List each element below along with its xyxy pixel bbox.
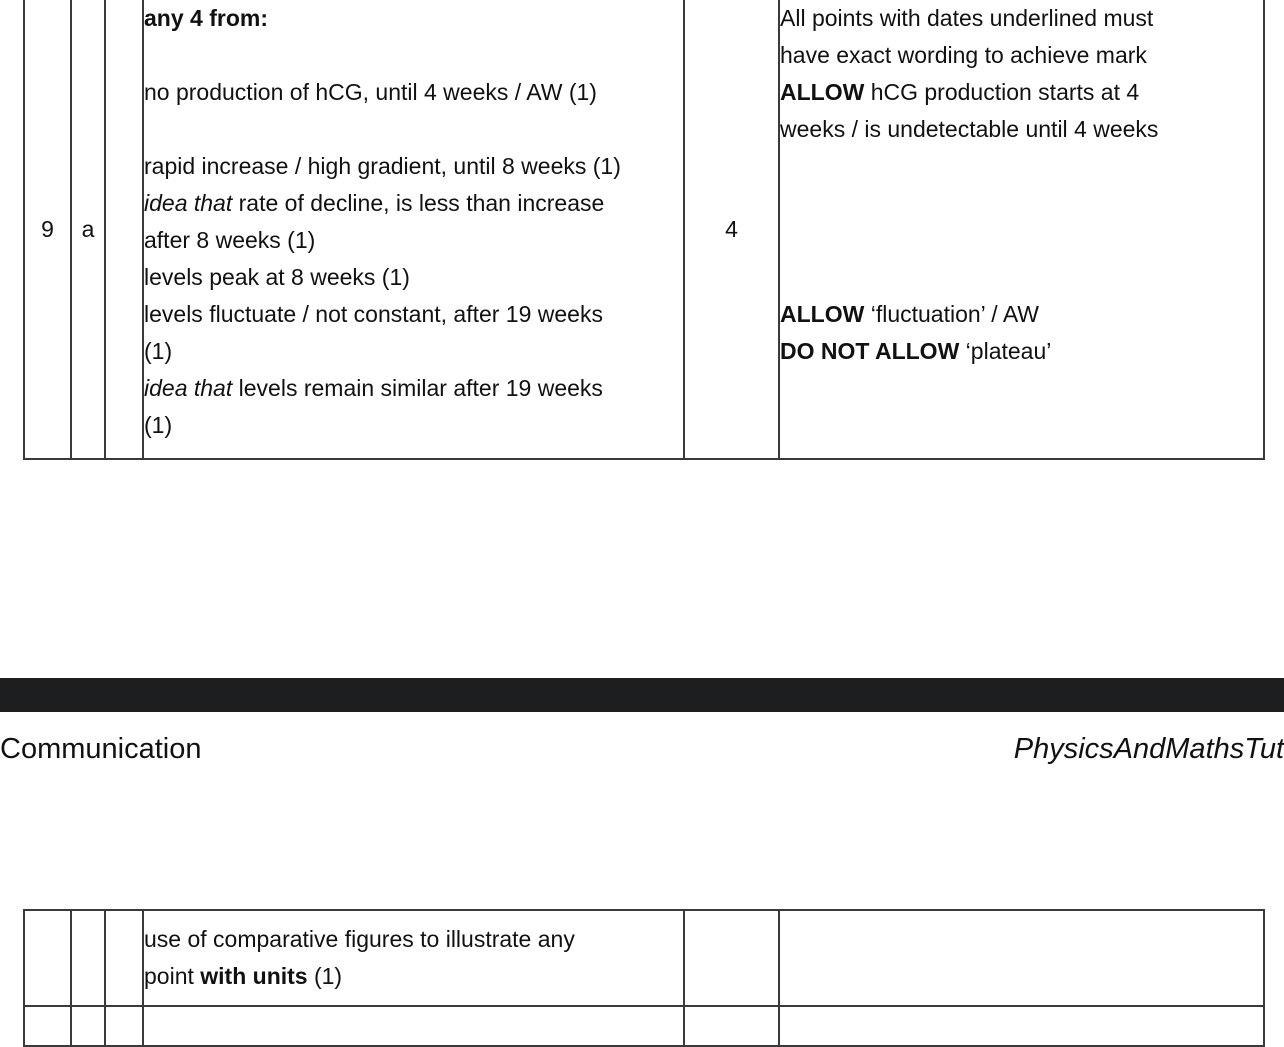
question-number <box>24 910 71 1006</box>
answer-point: use of comparative figures to illustrate any <box>144 926 575 952</box>
answer-point-continuation <box>144 958 683 995</box>
guidance-line: weeks / is undetectable until 4 weeks <box>780 116 1159 142</box>
question-subpart <box>105 1006 143 1046</box>
disallow-text: ‘plateau’ <box>959 338 1052 364</box>
guidance-disallow <box>780 333 1263 370</box>
marks-cell: 4 <box>684 0 779 459</box>
allow-text: ‘fluctuation’ / AW <box>864 301 1040 327</box>
allow-keyword: ALLOW <box>780 301 865 327</box>
answer-text: point <box>144 963 201 989</box>
disallow-keyword: DO NOT ALLOW <box>780 338 960 364</box>
footer-watermark: PhysicsAndMathsTut <box>1013 733 1284 765</box>
answer-point-text: levels remain similar after 19 weeks <box>232 375 603 401</box>
guidance-line: have exact wording to achieve mark <box>780 42 1147 68</box>
answer-cell <box>143 910 684 1006</box>
answer-point-continuation: after 8 weeks (1) <box>144 227 316 253</box>
idea-that-italic: idea that <box>144 190 233 216</box>
table-row <box>24 0 1264 459</box>
question-subpart <box>105 0 143 459</box>
answer-point-continuation: (1) <box>144 412 173 438</box>
answer-point: levels fluctuate / not constant, after 19 weeks <box>144 301 603 327</box>
guidance-allow <box>780 296 1263 333</box>
table-row <box>24 910 1264 1006</box>
page-divider-bar <box>0 678 1284 712</box>
answer-point-text: rate of decline, is less than increase <box>232 190 605 216</box>
question-number <box>24 1006 71 1046</box>
mark-scheme-table <box>23 0 1265 460</box>
question-subpart <box>105 910 143 1006</box>
table-row <box>24 1006 1264 1046</box>
answer-point: no production of hCG, until 4 weeks / AW (1) <box>144 79 597 105</box>
marks-cell <box>684 1006 779 1046</box>
answer-text: (1) <box>307 963 343 989</box>
allow-text: hCG production starts at 4 <box>864 79 1140 105</box>
guidance-allow <box>780 74 1263 111</box>
footer-communication: Communication <box>0 733 202 765</box>
idea-that-italic: idea that <box>144 375 233 401</box>
allow-keyword: ALLOW <box>780 79 865 105</box>
answer-point: rapid increase / high gradient, until 8 weeks (1) <box>144 153 621 179</box>
answer-point <box>144 370 683 407</box>
guidance-cell <box>779 1006 1264 1046</box>
guidance-cell <box>779 910 1264 1006</box>
answer-point-continuation: (1) <box>144 338 173 364</box>
guidance-cell <box>779 0 1264 459</box>
question-part <box>71 1006 105 1046</box>
answer-point <box>144 185 683 222</box>
question-part <box>71 910 105 1006</box>
answer-cell <box>143 1006 684 1046</box>
answer-heading: any 4 from: <box>144 5 268 31</box>
answer-cell <box>143 0 684 459</box>
answer-point: levels peak at 8 weeks (1) <box>144 264 410 290</box>
question-number: 9 <box>24 0 71 459</box>
question-part: a <box>71 0 105 459</box>
marks-cell <box>684 910 779 1006</box>
guidance-line: All points with dates underlined must <box>780 5 1154 31</box>
answer-bold-text: with units <box>200 963 308 989</box>
mark-scheme-table <box>23 909 1265 1047</box>
